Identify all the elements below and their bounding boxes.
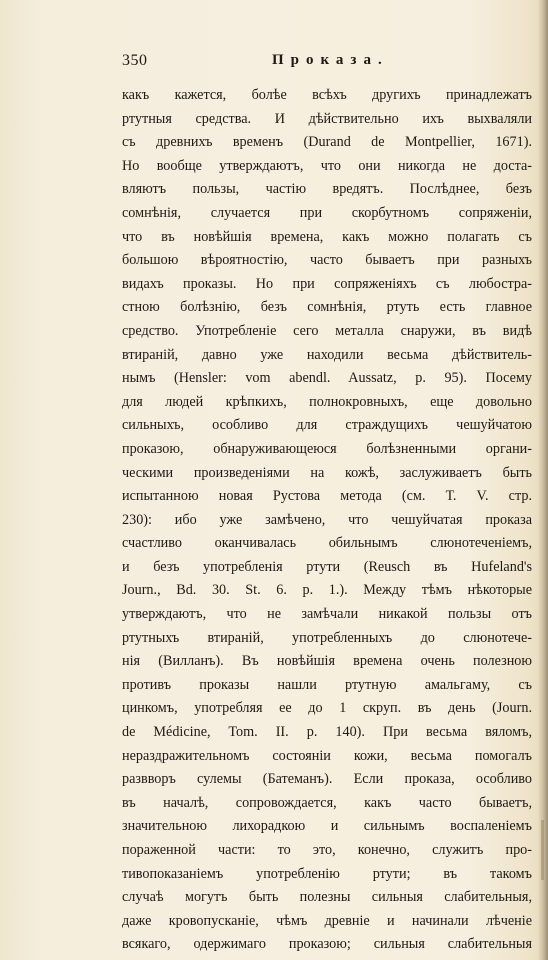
text-line: ртутныя средства. И дѣйствительно ихъ выхваляли xyxy=(122,110,532,127)
text-line: противъ проказы нашли ртутную амальгаму, съ xyxy=(122,676,532,693)
text-line: значительною лихорадкою и сильнымъ воспаленіемъ xyxy=(122,818,532,835)
text-line: нія (Вилланъ). Въ новѣйшія времена очень полезною xyxy=(122,653,532,670)
text-line: проказою, обнаруживающеюся болѣзненными органи- xyxy=(122,440,532,457)
text-line: Journ., Bd. 30. St. 6. p. 1.). Между тѣмъ нѣкоторые xyxy=(122,582,532,599)
text-line: вляютъ пользы, частію вредятъ. Послѣднее, безъ xyxy=(122,181,532,198)
text-line: въ началѣ, сопровождается, какъ часто бываетъ, xyxy=(122,794,532,811)
text-line: средство. Употребленіе сего металла снаружи, въ видѣ xyxy=(122,322,532,339)
text-line: сомнѣнія, случается при скорбутномъ сопряженіи, xyxy=(122,204,532,221)
text-line: втираній, давно уже находили весьма дѣйствитель- xyxy=(122,346,532,363)
text-line: утверждаютъ, что не замѣчали никакой пользы отъ xyxy=(122,606,532,623)
text-line: ртутныхъ втираній, употребленныхъ до слюнотече- xyxy=(122,629,532,646)
text-line: испытанною новая Рустова метода (см. Т. V. стр. xyxy=(122,488,532,505)
running-title: Проказа. xyxy=(272,52,389,68)
text-line: Но вообще утверждаютъ, что они никогда не доста- xyxy=(122,157,532,174)
text-line: ческими произведеніями на кожѣ, заслуживаетъ быть xyxy=(122,464,532,481)
text-line: цинкомъ, употребляя ее до 1 скруп. въ день (Journ. xyxy=(122,700,532,717)
text-line: пораженной части: то это, конечно, служитъ про- xyxy=(122,842,532,858)
text-line: для людей крѣпкихъ, полнокровныхъ, еще довольно xyxy=(122,393,532,410)
text-line: даже кровопусканіе, чѣмъ древніе и начинали лѣченіе xyxy=(122,912,532,929)
text-line: какъ кажется, болѣе всѣхъ другихъ принадлежатъ xyxy=(122,87,532,103)
text-line: и безъ употребленія ртути (Reusch въ Hufeland's xyxy=(122,558,532,575)
page-edge-shadow xyxy=(538,0,548,960)
text-line: сильныхъ, особливо для страждущихъ чешуйчатою xyxy=(122,417,532,434)
text-line: нымъ (Hensler: vom abendl. Aussatz, p. 95). Посему xyxy=(122,370,532,387)
page-number: 350 xyxy=(122,52,148,69)
binding-mark xyxy=(541,820,544,880)
text-line: тивопоказаніемъ употребленію ртути; въ такомъ xyxy=(122,865,532,882)
text-line: всякаго, одержимаго проказою; сильныя слабительныя xyxy=(122,936,532,953)
text-line: стною болѣзнію, безъ сомнѣнія, ртуть есть главное xyxy=(122,299,532,316)
text-line: съ древнихъ временъ (Durand de Montpellier, 1671). xyxy=(122,134,532,151)
text-line: счастливо оканчивалась обильнымъ слюнотеченіемъ, xyxy=(122,535,532,552)
page-header xyxy=(122,52,532,74)
text-line: случаѣ могутъ быть полезны сильныя слабительныя, xyxy=(122,889,532,906)
text-line: видахъ проказы. Но при сопряженіяхъ съ любостра- xyxy=(122,275,532,292)
text-line: 230): ибо уже замѣчено, что чешуйчатая проказа xyxy=(122,511,532,528)
body-text xyxy=(122,84,532,957)
text-line: de Médicine, Tom. II. p. 140). При весьма вяломъ, xyxy=(122,724,532,741)
text-line: развворъ сулемы (Батеманъ). Если проказа, особливо xyxy=(122,771,532,788)
text-line: нераздражительномъ состояніи кожи, весьма помогалъ xyxy=(122,747,532,764)
text-line: большою вѣроятностію, часто бываетъ при разныхъ xyxy=(122,252,532,269)
text-line: что въ новѣйшія времена, какъ можно полагать съ xyxy=(122,228,532,245)
